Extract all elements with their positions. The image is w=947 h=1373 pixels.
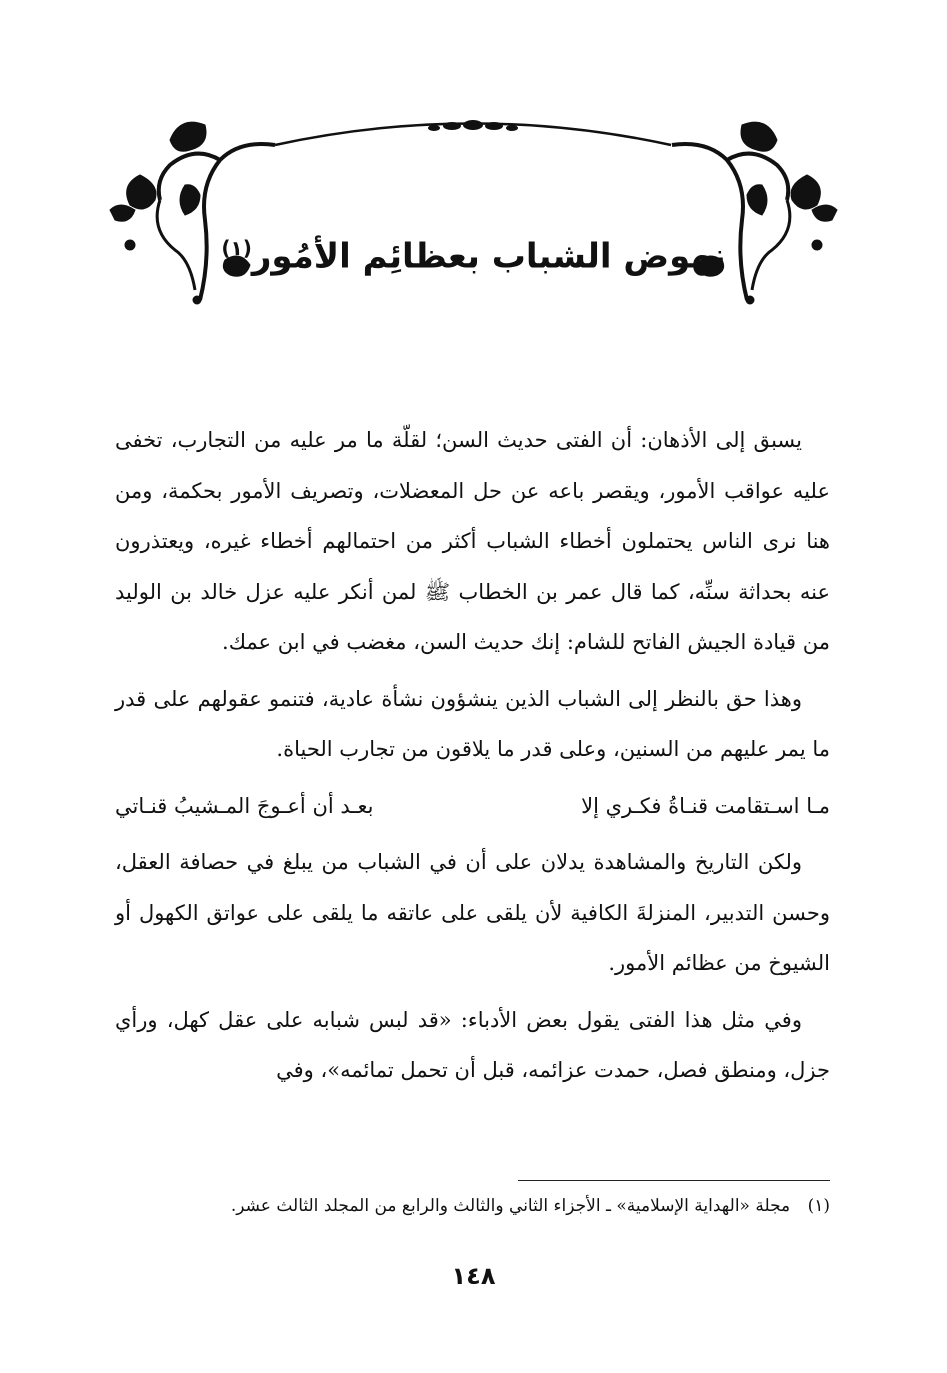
title-footnote-ref: (١) [221, 236, 252, 260]
paragraph: وفي مثل هذا الفتى يقول بعض الأدباء: «قد لبس شبابه على عقل كهل، ورأي جزل، ومنطق فصل، حمدت عزائمه، قبل أن تحمل تمائمه»، وفي [115, 1007, 830, 1082]
chapter-title-text: نهوض الشباب بعظائِم الأمُور [251, 236, 726, 277]
title-ornament-frame-icon [100, 100, 847, 310]
footnote-mark: (١) [807, 1196, 830, 1216]
footnote [115, 1196, 830, 1216]
verse-first-half: مـا اسـتقامت قنـاةُ فكـري إلا [581, 793, 830, 818]
footnote-divider [518, 1180, 830, 1181]
poetry-verse [115, 781, 830, 832]
paragraph: ولكن التاريخ والمشاهدة يدلان على أن في الشباب من يبلغ في حصافة العقل، وحسن التدبير، المنزلةَ الكافية لأن يلقى على عاتقه ما يلقى على عواتق الكهول أو الشيوخ من عظائم الأمور. [115, 850, 830, 975]
verse-second-half: بعـد أن أعـوجَ المـشيبُ قنـاتي [115, 793, 374, 818]
body-text [115, 415, 830, 1102]
page-number: ١٤٨ [451, 1262, 496, 1290]
chapter-title [150, 236, 797, 276]
footnote-text: مجلة «الهداية الإسلامية» ـ الأجزاء الثاني والثالث والرابع من المجلد الثالث عشر. [230, 1196, 791, 1216]
paragraph: وهذا حق بالنظر إلى الشباب الذين ينشؤون نشأة عادية، فتنمو عقولهم على قدر ما يمر عليهم من السنين، وعلى قدر ما يلاقون من تجارب الحياة. [115, 686, 830, 761]
paragraph: يسبق إلى الأذهان: أن الفتى حديث السن؛ لقلّة ما مر عليه من التجارب، تخفى عليه عواقب الأمور، ويقصر باعه عن حل المعضلات، وتصريف الأمور بحكمة، ومن هنا نرى الناس يحتملون أخطاء الشباب أكثر من احتمالهم أخطاء غيره، ويعتذرون عنه بحداثة سنِّه، كما قال عمر بن الخطاب ﷺ لمن أنكر عليه عزل خالد بن الوليد من قيادة الجيش الفاتح للشام: إنك حديث السن، مغضب في ابن عمك. [115, 428, 830, 654]
